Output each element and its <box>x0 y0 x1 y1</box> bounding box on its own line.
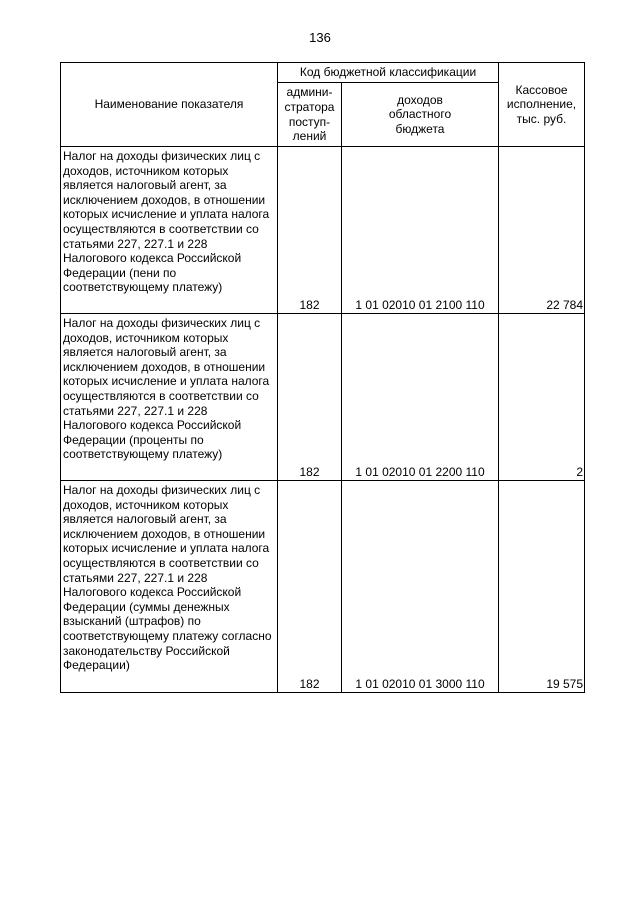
budget-table <box>60 62 585 693</box>
row-indicator-name: Налог на доходы физических лиц с доходов, источником которых является налоговый агент, за исключением доходов, в отношении которых исчисление и уплата налога осуществляются в соответствии со статьями 227, 227.1 и 228 Налогового кодекса Российской Федерации (суммы денежных взысканий (штрафов) по соответствующему платежу согласно законодательству Российской Федерации) <box>61 481 278 693</box>
row-budget-code: 1 01 02010 01 3000 110 <box>342 481 499 693</box>
page-number: 136 <box>309 30 331 45</box>
row-amount: 19 575 <box>499 481 585 693</box>
row-amount: 2 <box>499 314 585 481</box>
header-budget-code-group: Код бюджетной классификации <box>278 63 499 83</box>
table-row <box>61 481 585 693</box>
row-administrator-code: 182 <box>278 481 342 693</box>
table-row <box>61 147 585 314</box>
row-indicator-name: Налог на доходы физических лиц с доходов, источником которых является налоговый агент, за исключением доходов, в отношении которых исчисление и уплата налога осуществляются в соответствии со статьями 227, 227.1 и 228 Налогового кодекса Российской Федерации (пени по соответствующему платежу) <box>61 147 278 314</box>
header-administrator: админи- стратора поступ- лений <box>278 83 342 147</box>
row-indicator-name: Налог на доходы физических лиц с доходов, источником которых является налоговый агент, за исключением доходов, в отношении которых исчисление и уплата налога осуществляются в соответствии со статьями 227, 227.1 и 228 Налогового кодекса Российской Федерации (проценты по соответствующему платежу) <box>61 314 278 481</box>
row-budget-code: 1 01 02010 01 2100 110 <box>342 147 499 314</box>
table-row <box>61 314 585 481</box>
header-income-code: доходов областного бюджета <box>342 83 499 147</box>
header-indicator-name: Наименование показателя <box>61 63 278 147</box>
row-administrator-code: 182 <box>278 314 342 481</box>
row-budget-code: 1 01 02010 01 2200 110 <box>342 314 499 481</box>
row-administrator-code: 182 <box>278 147 342 314</box>
header-row <box>61 63 585 83</box>
row-amount: 22 784 <box>499 147 585 314</box>
header-cash-execution: Кассовое исполнение, тыс. руб. <box>499 63 585 147</box>
